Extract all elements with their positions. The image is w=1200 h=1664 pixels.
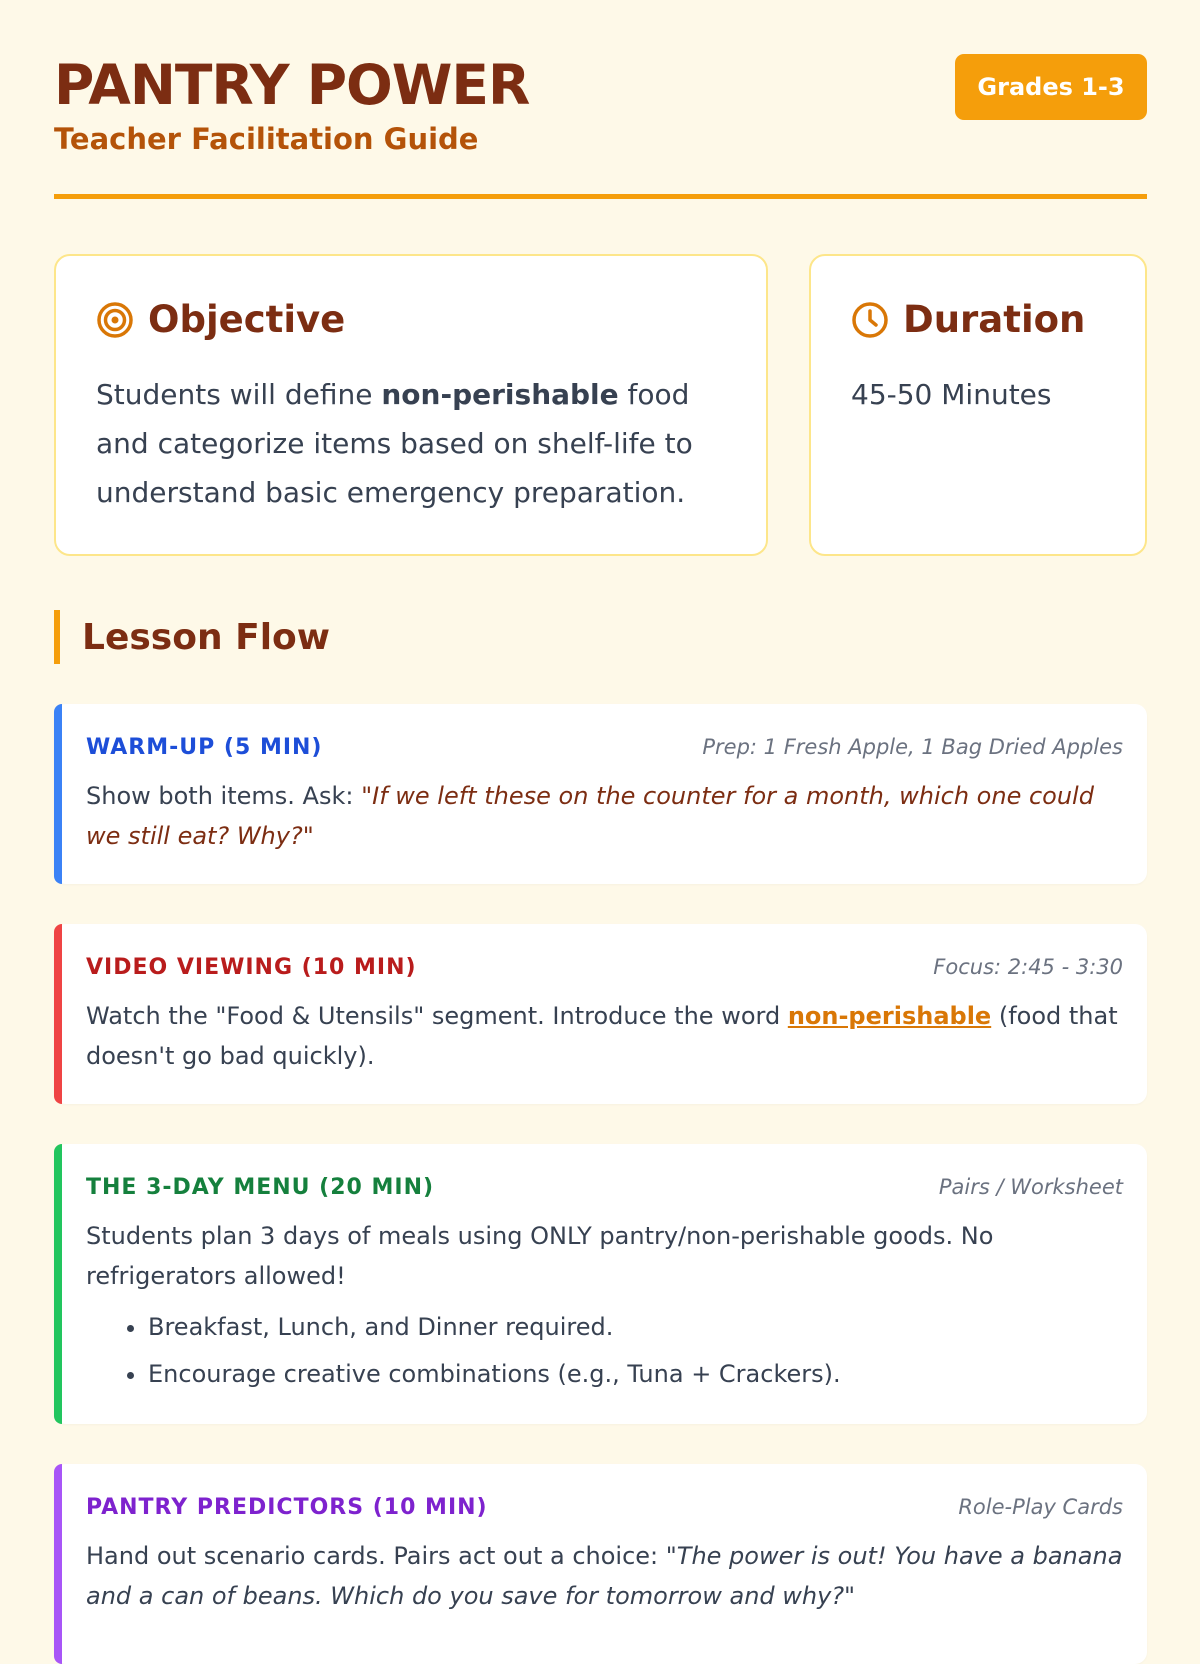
lesson-guide-page <box>54 0 1147 1610</box>
list-item: • Breakfast, Lunch, and Dinner required. <box>148 1304 1123 1351</box>
prompt-quote: "If we left these on the counter for a month, which one could we still eat? Why?" <box>86 782 1094 850</box>
step-meta: Prep: 1 Fresh Apple, 1 Bag Dried Apples <box>702 735 1123 759</box>
target-icon <box>96 301 134 339</box>
duration-value: 45-50 Minutes <box>851 378 1052 411</box>
grade-level-badge: Grades 1-3 <box>955 54 1147 120</box>
list-item: • Encourage creative combinations (e.g., Tuna + Crackers). <box>148 1351 1123 1398</box>
duration-heading <box>851 298 1085 341</box>
step-warm-up <box>54 704 1147 884</box>
vocabulary-term: non-perishable <box>787 1002 992 1030</box>
step-description: Students plan 3 days of meals using ONLY pantry/non-perishable goods. No refrigerators allowed! <box>86 1222 994 1290</box>
step-pantry-predictors <box>54 1464 1147 1664</box>
page-title: PANTRY POWER <box>54 53 530 117</box>
step-meta: Focus: 2:45 - 3:30 <box>933 955 1123 979</box>
step-label: THE 3-DAY MENU (20 MIN) <box>86 1174 435 1200</box>
step-video-viewing <box>54 924 1147 1104</box>
step-description: Show both items. Ask: "If we left these on the counter for a month, which one could we still eat? Why?" <box>86 782 1094 850</box>
clock-icon <box>851 301 889 339</box>
step-description: Hand out scenario cards. Pairs act out a choice: "The power is out! You have a banana and a can of beans. Which do you save for tomorrow and why?" <box>86 1542 1123 1610</box>
objective-text: Students will define non-perishable food and categorize items based on shelf-life to understand basic emergency preparation. <box>96 378 693 509</box>
lesson-flow-heading: Lesson Flow <box>54 610 330 664</box>
guide-header <box>54 0 1147 200</box>
menu-requirements-list <box>86 1304 1123 1398</box>
header-divider <box>54 194 1147 199</box>
step-3-day-menu <box>54 1144 1147 1424</box>
duration-title: Duration <box>903 298 1086 341</box>
page-subtitle: Teacher Facilitation Guide <box>54 122 479 156</box>
objective-title: Objective <box>148 298 346 341</box>
step-meta: Pairs / Worksheet <box>938 1175 1123 1199</box>
step-label: WARM-UP (5 MIN) <box>86 734 323 760</box>
duration-card <box>809 254 1147 556</box>
step-label: PANTRY PREDICTORS (10 MIN) <box>86 1494 488 1520</box>
step-label: VIDEO VIEWING (10 MIN) <box>86 954 417 980</box>
step-description: Watch the "Food & Utensils" segment. Introduce the word non-perishable (food that doesn't go bad quickly). <box>86 1002 1118 1070</box>
objective-key-term: non-perishable <box>381 378 619 411</box>
step-meta: Role-Play Cards <box>958 1495 1123 1519</box>
objective-card <box>54 254 768 556</box>
objective-heading <box>96 298 345 341</box>
scenario-quote: "The power is out! You have a banana and a can of beans. Which do you save for tomorrow and why?" <box>86 1542 1123 1610</box>
